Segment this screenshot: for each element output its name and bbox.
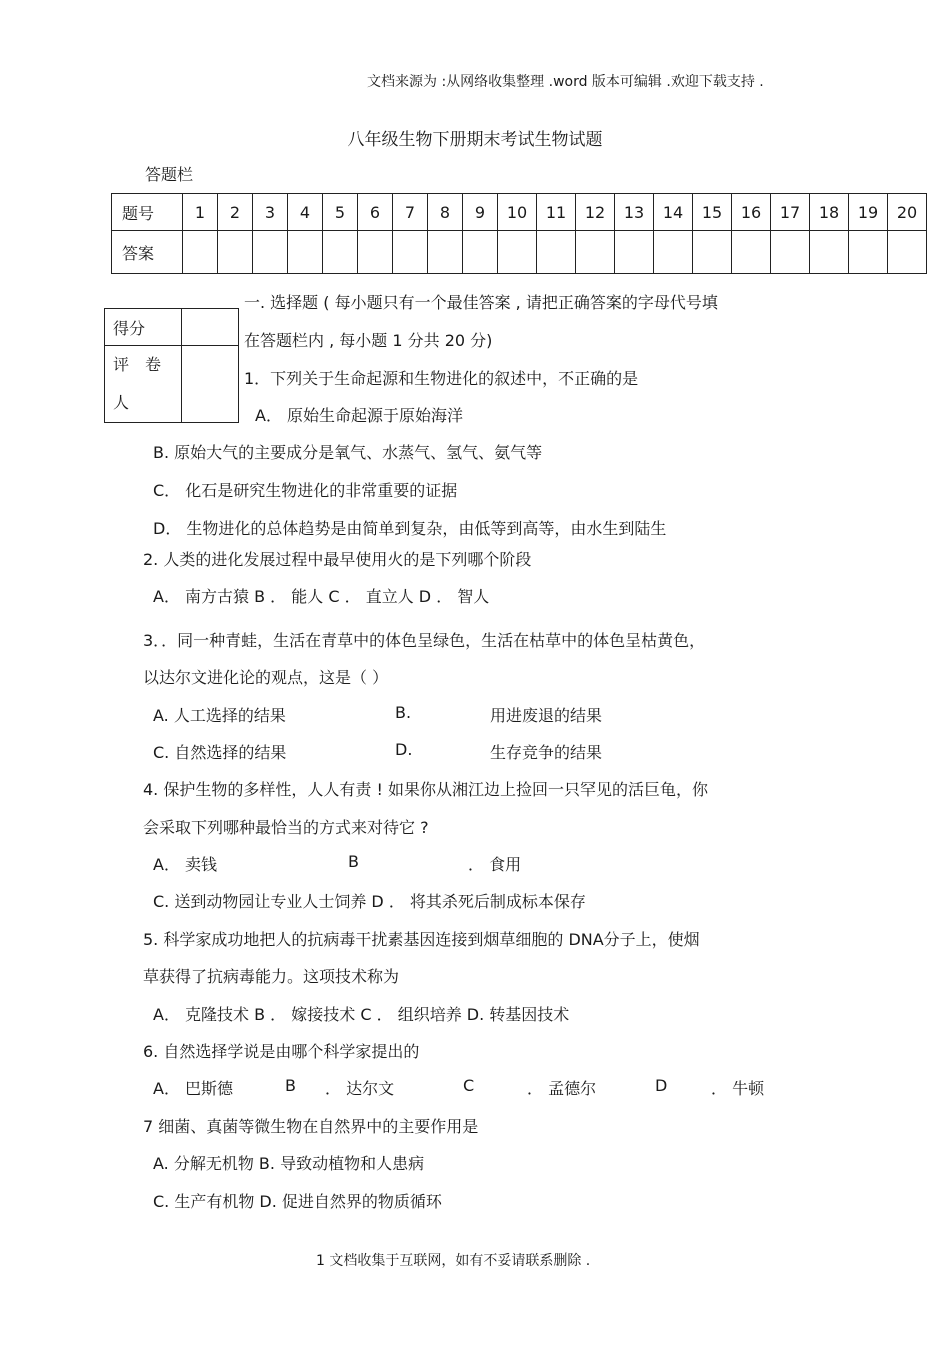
q3-option-b-letter: B. [395,703,412,722]
question-number-cell: 9 [463,194,498,231]
question-number-cell: 11 [537,194,576,231]
q1-option-b: B. 原始大气的主要成分是氧气、水蒸气、氢气、氨气等 [153,443,543,462]
q1-option-c: C． 化石是研究生物进化的非常重要的证据 [153,481,458,500]
reviewer-label-line1: 评 卷 [113,355,162,374]
question-6: 6. 自然选择学说是由哪个科学家提出的 [143,1042,420,1061]
question-4: 4. 保护生物的多样性，人人有责 ! 如果你从湘江边上捡回一只罕见的活巨龟，你 [143,780,708,799]
q3-option-d-text: 生存竞争的结果 [490,743,603,762]
answer-cell[interactable] [732,231,771,274]
header-note: 文档来源为 :从网络收集整理 .word 版本可编辑 .欢迎下载支持 . [367,74,764,90]
section-heading: 一. 选择题 ( 每小题只有一个最佳答案 , 请把正确答案的字母代号填 [244,293,718,312]
page-footer: 1 文档收集于互联网，如有不妥请联系删除 . [316,1253,591,1269]
q4-option-a: A． 卖钱 [153,855,218,874]
answer-cell[interactable] [693,231,732,274]
question-number-cell: 6 [358,194,393,231]
answer-cell[interactable] [323,231,358,274]
question-number-cell: 17 [771,194,810,231]
question-7: 7 细菌、真菌等微生物在自然界中的主要作用是 [143,1117,479,1136]
question-number-row [112,194,927,231]
q6-option-c-text: ． 孟德尔 [527,1079,597,1098]
question-number-cell: 5 [323,194,358,231]
score-label: 得分 [105,309,182,346]
answer-cell[interactable] [810,231,849,274]
q6-option-d-text: ． 牛顿 [711,1079,765,1098]
q6-option-a: A． 巴斯德 [153,1079,234,1098]
q7-options-ab: A. 分解无机物 B. 导致动植物和人患病 [153,1154,425,1173]
question-5-cont: 草获得了抗病毒能力。这项技术称为 [143,967,400,986]
question-number-cell: 16 [732,194,771,231]
score-value-cell[interactable] [182,309,239,346]
q4-option-b-text: ． 食用 [468,855,522,874]
answer-cell[interactable] [888,231,927,274]
answer-cell[interactable] [183,231,218,274]
reviewer-label-line2: 人 [113,393,130,412]
question-number-cell: 13 [615,194,654,231]
score-box [104,308,239,423]
answer-cell[interactable] [393,231,428,274]
q6-option-b-letter: B [285,1076,296,1095]
answer-cell[interactable] [654,231,693,274]
question-number-cell: 19 [849,194,888,231]
q6-option-d-letter: D [655,1076,668,1095]
q2-options: A． 南方古猿 B ． 能人 C ． 直立人 D ． 智人 [153,587,490,606]
question-5: 5. 科学家成功地把人的抗病毒干扰素基因连接到烟草细胞的 DNA分子上，使烟 [143,930,700,949]
question-number-cell: 7 [393,194,428,231]
answer-label: 答案 [112,231,183,274]
answer-bar-label: 答题栏 [145,165,194,184]
reviewer-value-cell[interactable] [182,346,239,423]
question-number-cell: 15 [693,194,732,231]
question-number-cell: 8 [428,194,463,231]
question-4-cont: 会采取下列哪种最恰当的方式来对待它 ? [143,818,429,837]
q4-options-cd: C. 送到动物园让专业人士饲养 D ． 将其杀死后制成标本保存 [153,892,586,911]
answer-cell[interactable] [576,231,615,274]
answer-cell[interactable] [358,231,393,274]
q1-option-d: D． 生物进化的总体趋势是由简单到复杂，由低等到高等，由水生到陆生 [153,519,667,538]
answer-cell[interactable] [498,231,537,274]
question-number-cell: 18 [810,194,849,231]
question-number-cell: 4 [288,194,323,231]
q3-option-c: C. 自然选择的结果 [153,743,287,762]
section-heading-cont: 在答题栏内 , 每小题 1 分共 20 分) [244,331,493,350]
answer-cell[interactable] [463,231,498,274]
q4-option-b-letter: B [348,852,359,871]
q3-option-d-letter: D. [395,740,413,759]
answer-row [112,231,927,274]
answer-cell[interactable] [537,231,576,274]
question-number-label: 题号 [112,194,183,231]
question-number-cell: 20 [888,194,927,231]
answer-cell[interactable] [615,231,654,274]
question-3-cont: 以达尔文进化论的观点，这是（ ） [143,668,389,687]
q7-options-cd: C. 生产有机物 D. 促进自然界的物质循环 [153,1192,442,1211]
reviewer-label [105,346,182,423]
question-1: 1．下列关于生命起源和生物进化的叙述中，不正确的是 [244,369,639,388]
answer-cell[interactable] [253,231,288,274]
question-number-cell: 3 [253,194,288,231]
question-number-cell: 12 [576,194,615,231]
question-number-cell: 10 [498,194,537,231]
question-3: 3．．同一种青蛙，生活在青草中的体色呈绿色，生活在枯草中的体色呈枯黄色， [143,631,706,650]
q6-option-c-letter: C [463,1076,475,1095]
question-number-cell: 14 [654,194,693,231]
answer-cell[interactable] [218,231,253,274]
answer-cell[interactable] [428,231,463,274]
q3-option-a: A. 人工选择的结果 [153,706,286,725]
question-number-cell: 2 [218,194,253,231]
answer-cell[interactable] [288,231,323,274]
q3-option-b-text: 用进废退的结果 [490,706,603,725]
question-number-cell: 1 [183,194,218,231]
q6-option-b-text: ． 达尔文 [325,1079,395,1098]
q1-option-a: A． 原始生命起源于原始海洋 [255,406,464,425]
question-2: 2. 人类的进化发展过程中最早使用火的是下列哪个阶段 [143,550,532,569]
answer-cell[interactable] [771,231,810,274]
answer-cell[interactable] [849,231,888,274]
answer-table [111,193,927,274]
page-title: 八年级生物下册期末考试生物试题 [347,130,603,150]
q5-options: A． 克隆技术 B ． 嫁接技术 C ． 组织培养 D. 转基因技术 [153,1005,570,1024]
